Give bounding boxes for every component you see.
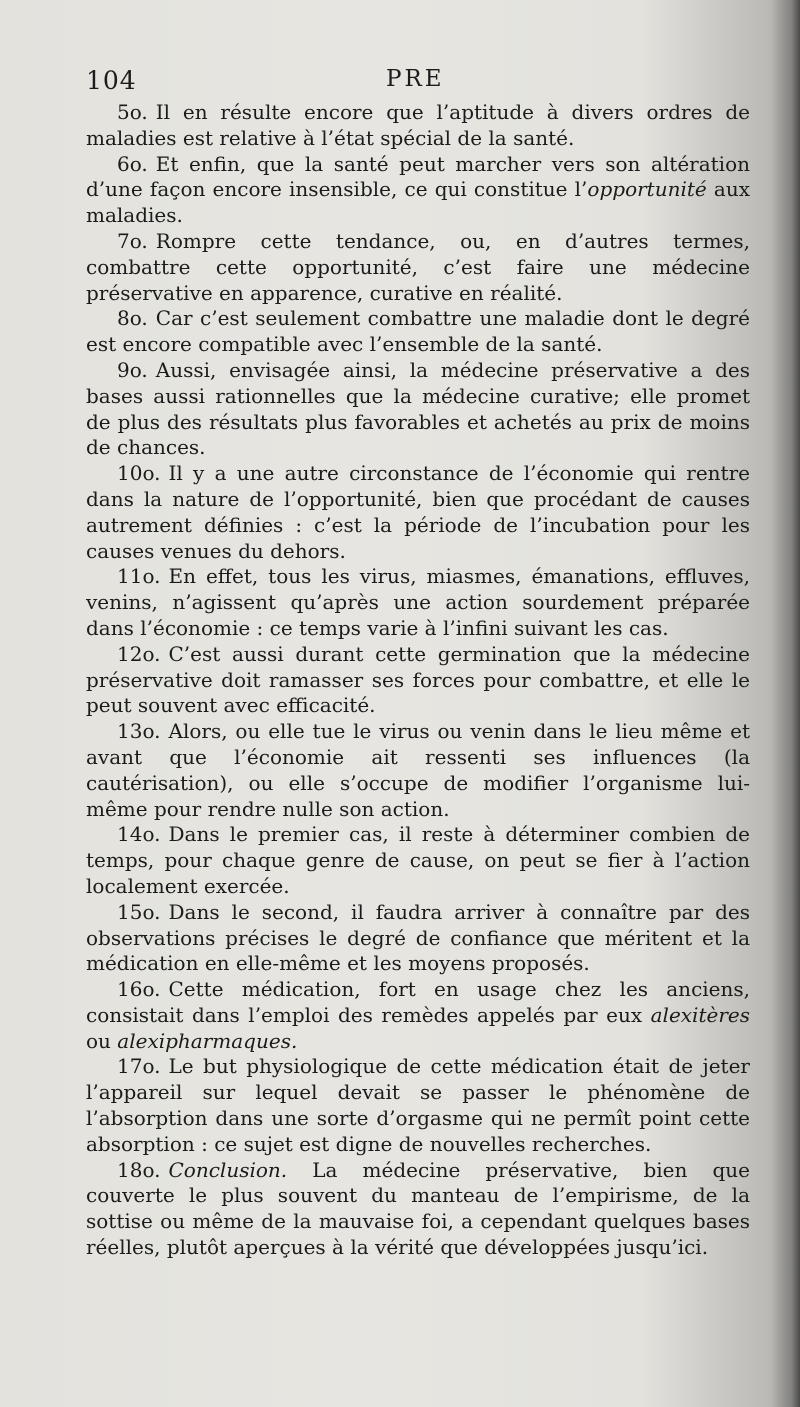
italic-term: alexitères xyxy=(650,1002,750,1027)
running-head: PRE xyxy=(386,66,445,92)
paragraph-text: En effet, tous les virus, miasmes, émanations, effluves, venins, n’agissent qu’après une action sourdement préparée dans l’économie : ce temps varie à l’infini suivant les cas. xyxy=(86,564,750,640)
paragraph-5 xyxy=(86,100,750,152)
paragraph-text: Il en résulte encore que l’aptitude à divers ordres de maladies est relative à l’état spécial de la santé. xyxy=(86,100,750,150)
paragraph-number: 10o. xyxy=(117,461,161,486)
paragraph-text: La médecine préservative, bien que couverte le plus souvent du manteau de l’empirisme, de la sottise ou même de la mauvaise foi, a cependant quelques bases réelles, plutôt aperçues à la vérité que développées jusqu’ici. xyxy=(86,1157,750,1260)
paragraph-number: 17o. xyxy=(117,1054,161,1079)
paragraph-number: 16o. xyxy=(117,977,161,1002)
page-number: 104 xyxy=(86,66,137,95)
paragraph-17 xyxy=(86,1054,750,1157)
italic-term: alexipharmaques. xyxy=(117,1028,298,1053)
page-header xyxy=(86,64,750,98)
paragraph-text: C’est aussi durant cette germination que la médecine préservative doit ramasser ses forces pour combattre, et elle le peut souvent avec efficacité. xyxy=(86,641,750,718)
paragraph-12 xyxy=(86,642,750,719)
paragraph-number: 15o. xyxy=(117,899,161,924)
paragraph-13 xyxy=(86,719,750,822)
paragraph-14 xyxy=(86,822,750,899)
paragraph-text: Cette médication, fort en usage chez les anciens, consistait dans l’emploi des remèdes appelés par eux xyxy=(86,977,750,1027)
paragraph-number: 18o. xyxy=(117,1157,161,1182)
paragraph-number: 12o. xyxy=(117,641,161,666)
paragraph-number: 9o. xyxy=(117,357,148,382)
paragraph-text-mid: ou xyxy=(86,1028,118,1053)
paragraph-7 xyxy=(86,229,750,306)
paragraph-number: 6o. xyxy=(117,151,148,176)
paragraph-text: Rompre cette tendance, ou, en d’autres termes, combattre cette opportunité, c’est faire une médecine préservative en apparence, curative en réalité. xyxy=(86,228,750,305)
paragraph-8 xyxy=(86,306,750,358)
paragraph-10 xyxy=(86,461,750,564)
paragraph-number: 13o. xyxy=(117,719,161,744)
paragraph-text: Et enfin, que la santé peut marcher vers son altération d’une façon encore insensible, ce qui constitue l’ xyxy=(86,151,750,202)
body-text xyxy=(86,100,750,1261)
paragraph-number: 8o. xyxy=(117,306,148,331)
paragraph-16 xyxy=(86,977,750,1054)
paragraph-text: Car c’est seulement combattre une maladie dont le degré est encore compatible avec l’ensemble de la santé. xyxy=(86,306,750,357)
paragraph-text: Dans le second, il faudra arriver à connaître par des observations précises le degré de confiance que méritent et la médication en elle-même et les moyens proposés. xyxy=(86,899,750,976)
paragraph-number: 14o. xyxy=(117,822,161,847)
page-gutter-shadow xyxy=(772,0,800,1407)
paragraph-text: Aussi, envisagée ainsi, la médecine préservative a des bases aussi rationnelles que la médecine curative; elle promet de plus des résultats plus favorables et achetés au prix de moins de chances. xyxy=(86,357,750,460)
paragraph-9 xyxy=(86,358,750,461)
paragraph-6 xyxy=(86,152,750,229)
paragraph-18 xyxy=(86,1158,750,1261)
paragraph-number: 7o. xyxy=(117,228,148,253)
paragraph-15 xyxy=(86,900,750,977)
italic-heading: Conclusion. xyxy=(168,1157,288,1182)
paragraph-text: Alors, ou elle tue le virus ou venin dans le lieu même et avant que l’économie ait ressenti ses influences (la cautérisation), ou elle s’occupe de modifier l’organisme lui-même pour rendre nulle son action. xyxy=(86,719,750,821)
paragraph-11 xyxy=(86,564,750,641)
paragraph-text: Il y a une autre circonstance de l’économie qui rentre dans la nature de l’opportunité, bien que procédant de causes autrement définies : c’est la période de l’incubation pour les causes venues du dehors. xyxy=(86,461,750,563)
paragraph-text-end: aux maladies. xyxy=(86,177,750,228)
italic-term: opportunité xyxy=(587,177,707,202)
paragraph-number: 5o. xyxy=(117,100,148,124)
paragraph-text: Le but physiologique de cette médication était de jeter l’appareil sur lequel devait se passer le phénomène de l’absorption dans une sorte d’orgasme qui ne permît point cette absorption : ce sujet est digne de nouvelles recherches. xyxy=(86,1054,750,1156)
paragraph-text: Dans le premier cas, il reste à déterminer combien de temps, pour chaque genre de cause, on peut se fier à l’action localement exercée. xyxy=(86,822,750,898)
paragraph-number: 11o. xyxy=(117,564,161,589)
